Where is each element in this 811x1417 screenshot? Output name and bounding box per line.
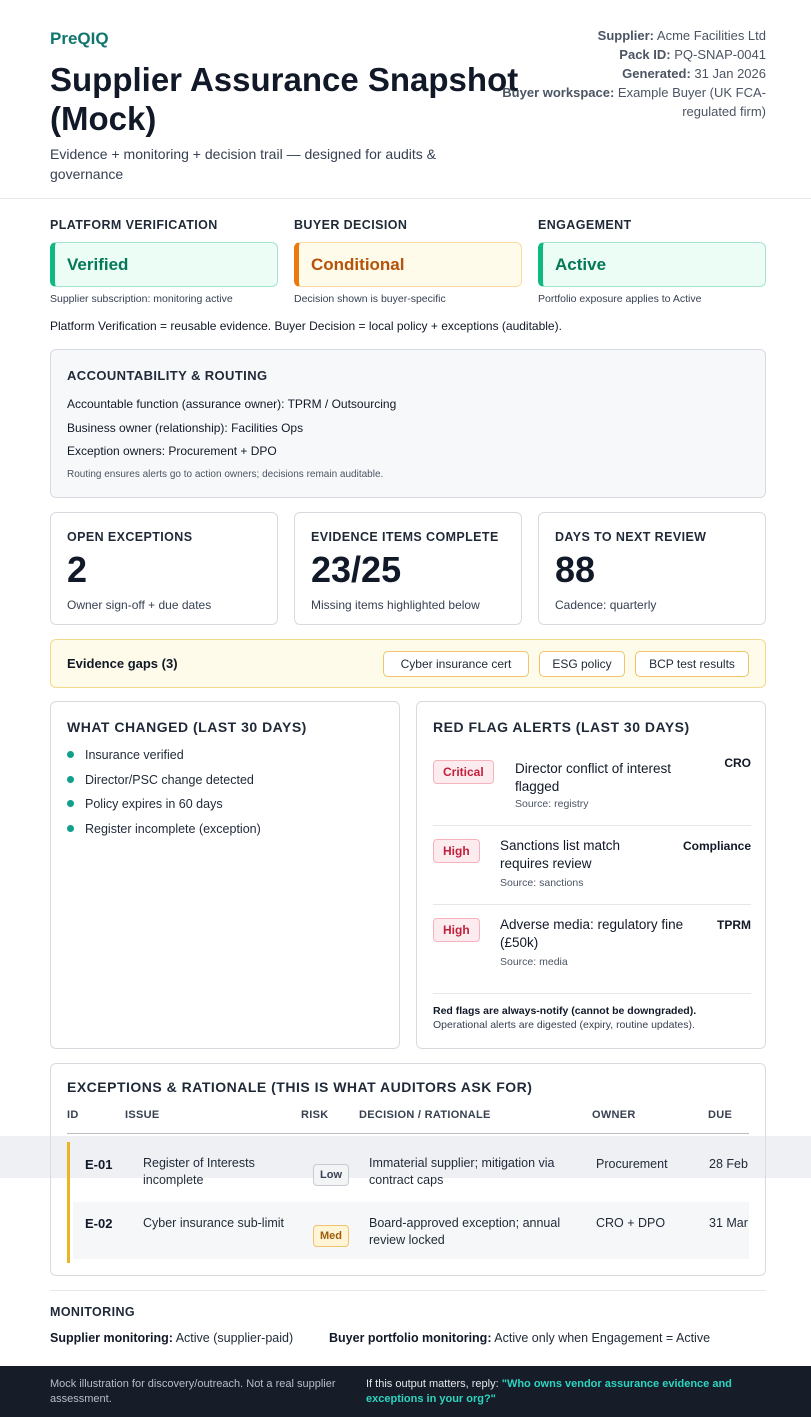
exception-owners: Exception owners: Procurement + DPO — [67, 444, 277, 458]
row-accent-bar — [67, 1142, 70, 1263]
alert-item[interactable] — [433, 833, 751, 899]
divider — [433, 993, 751, 994]
buyer-decision — [294, 218, 522, 305]
severity-badge-high: High — [433, 918, 480, 942]
page-subtitle: Evidence + monitoring + decision trail — designed for audits & governance — [50, 146, 436, 182]
buyer-portfolio-monitoring: Buyer portfolio monitoring: Active only when Engagement = Active — [329, 1331, 711, 1345]
accountability-card — [50, 349, 766, 498]
status-explanation: Platform Verification = reusable evidence. Buyer Decision = local policy + exceptions (auditable). — [50, 319, 562, 333]
bullet-dot-icon — [67, 751, 74, 758]
accountable-function: Accountable function (assurance owner): TPRM / Outsourcing — [67, 397, 397, 411]
risk-badge-med: Med — [313, 1225, 349, 1247]
column-header-due: DUE — [708, 1109, 733, 1121]
alert-owner: CRO — [724, 756, 751, 770]
cell-issue: Register of Interests incomplete — [143, 1156, 255, 1187]
card-title: ACCOUNTABILITY & ROUTING — [67, 368, 268, 383]
column-header-id: ID — [67, 1109, 79, 1121]
metric-days-to-review — [538, 512, 766, 625]
metric-value: 23/25 — [311, 549, 402, 590]
list-item: Register incomplete (exception) — [67, 822, 261, 836]
alert-item[interactable] — [433, 754, 751, 820]
metric-label: OPEN EXCEPTIONS — [67, 530, 193, 544]
monitoring-label: MONITORING — [50, 1305, 136, 1319]
alert-source: Source: media — [500, 956, 568, 968]
table-row[interactable] — [73, 1202, 749, 1259]
card-title: WHAT CHANGED (LAST 30 DAYS) — [67, 719, 307, 735]
cell-id: E-01 — [85, 1157, 113, 1172]
metric-open-exceptions — [50, 512, 278, 625]
gap-chip-esg-policy[interactable]: ESG policy — [539, 651, 625, 677]
business-owner: Business owner (relationship): Facilities Ops — [67, 421, 304, 435]
bullet-dot-icon — [67, 776, 74, 783]
status-badge-active: Active — [538, 242, 766, 287]
footer-cta: If this output matters, reply: "Who owns vendor assurance evidence and exceptions in your org?" — [366, 1378, 732, 1405]
header-divider — [67, 1133, 749, 1134]
list-item: Insurance verified — [67, 748, 184, 762]
metric-subtext: Owner sign-off + due dates — [67, 598, 212, 612]
evidence-gaps-label: Evidence gaps (3) — [67, 656, 178, 671]
cell-decision: Board-approved exception; annual review locked — [369, 1216, 561, 1247]
meta-buyer-workspace: Buyer workspace: Example Buyer (UK FCA-regulated firm) — [502, 85, 766, 119]
cell-id: E-02 — [85, 1216, 113, 1231]
brand-logo: PreQIQ — [50, 29, 109, 48]
metric-label: EVIDENCE ITEMS COMPLETE — [311, 530, 499, 544]
metric-subtext: Missing items highlighted below — [311, 598, 480, 612]
section-label: PLATFORM VERIFICATION — [50, 218, 218, 232]
column-header-owner: OWNER — [592, 1109, 636, 1121]
divider — [433, 904, 751, 905]
section-label: ENGAGEMENT — [538, 218, 632, 232]
page-header — [0, 0, 811, 199]
card-title: RED FLAG ALERTS (LAST 30 DAYS) — [433, 719, 690, 735]
column-header-issue: ISSUE — [125, 1109, 160, 1121]
cell-owner: CRO + DPO — [596, 1216, 666, 1230]
severity-badge-critical: Critical — [433, 760, 494, 784]
bullet-dot-icon — [67, 825, 74, 832]
meta-supplier: Supplier: Acme Facilities Ltd — [597, 28, 766, 43]
red-flag-alerts-card — [416, 701, 766, 1049]
alert-item[interactable] — [433, 912, 751, 978]
metric-value: 88 — [555, 549, 596, 590]
metric-subtext: Cadence: quarterly — [555, 598, 657, 612]
platform-verification — [50, 218, 278, 305]
list-item: Director/PSC change detected — [67, 773, 254, 787]
cell-issue: Cyber insurance sub-limit — [143, 1216, 285, 1230]
alert-title: Adverse media: regulatory fine (£50k) — [500, 917, 684, 950]
alert-owner: Compliance — [682, 839, 751, 853]
alert-source: Source: sanctions — [500, 877, 584, 889]
status-note: Portfolio exposure applies to Active — [538, 293, 702, 305]
exceptions-table-card — [50, 1063, 766, 1276]
evidence-gaps-bar — [50, 639, 766, 688]
status-badge-conditional: Conditional — [294, 242, 522, 287]
severity-badge-high: High — [433, 839, 480, 863]
bullet-dot-icon — [67, 800, 74, 807]
section-label: BUYER DECISION — [294, 218, 408, 232]
engagement — [538, 218, 766, 305]
metric-evidence-complete — [294, 512, 522, 625]
what-changed-card — [50, 701, 400, 1049]
status-note: Decision shown is buyer-specific — [294, 293, 446, 305]
status-badge-verified: Verified — [50, 242, 278, 287]
alert-title: Sanctions list match requires review — [500, 838, 621, 871]
page-footer — [0, 1366, 811, 1417]
alert-owner: TPRM — [717, 918, 751, 932]
cell-due: 28 Feb — [709, 1157, 748, 1171]
alert-title: Director conflict of interest flagged — [515, 761, 672, 794]
divider — [433, 825, 751, 826]
metric-label: DAYS TO NEXT REVIEW — [555, 530, 707, 544]
footer-question: "Who owns vendor assurance evidence and exceptions in your org?" — [366, 1378, 732, 1405]
column-header-risk: RISK — [301, 1109, 329, 1121]
meta-pack-id: Pack ID: PQ-SNAP-0041 — [619, 47, 766, 62]
risk-badge-low: Low — [313, 1164, 349, 1186]
card-title: EXCEPTIONS & RATIONALE (THIS IS WHAT AUDITORS ASK FOR) — [67, 1079, 533, 1095]
gap-chip-bcp-test[interactable]: BCP test results — [635, 651, 749, 677]
meta-block — [496, 26, 766, 121]
status-note: Supplier subscription: monitoring active — [50, 293, 233, 305]
divider — [50, 1290, 766, 1291]
gap-chip-cyber-insurance[interactable]: Cyber insurance cert — [383, 651, 529, 677]
metric-value: 2 — [67, 549, 88, 590]
footer-disclaimer: Mock illustration for discovery/outreach. Not a real supplier assessment. — [50, 1378, 336, 1405]
supplier-monitoring: Supplier monitoring: Active (supplier-paid) — [50, 1331, 294, 1345]
alerts-footnote: Red flags are always-notify (cannot be downgraded). Operational alerts are digested (expiry, routine updates). — [433, 1005, 697, 1031]
cell-owner: Procurement — [596, 1157, 668, 1171]
table-row[interactable] — [73, 1144, 749, 1201]
routing-note: Routing ensures alerts go to action owners; decisions remain auditable. — [67, 469, 384, 480]
column-header-decision: DECISION / RATIONALE — [359, 1109, 491, 1121]
cell-decision: Immaterial supplier; mitigation via contract caps — [369, 1156, 555, 1187]
alert-source: Source: registry — [515, 798, 589, 810]
page-title: Supplier Assurance Snapshot (Mock) — [50, 61, 519, 137]
list-item: Policy expires in 60 days — [67, 797, 223, 811]
meta-generated: Generated: 31 Jan 2026 — [622, 66, 766, 81]
cell-due: 31 Mar — [709, 1216, 748, 1230]
